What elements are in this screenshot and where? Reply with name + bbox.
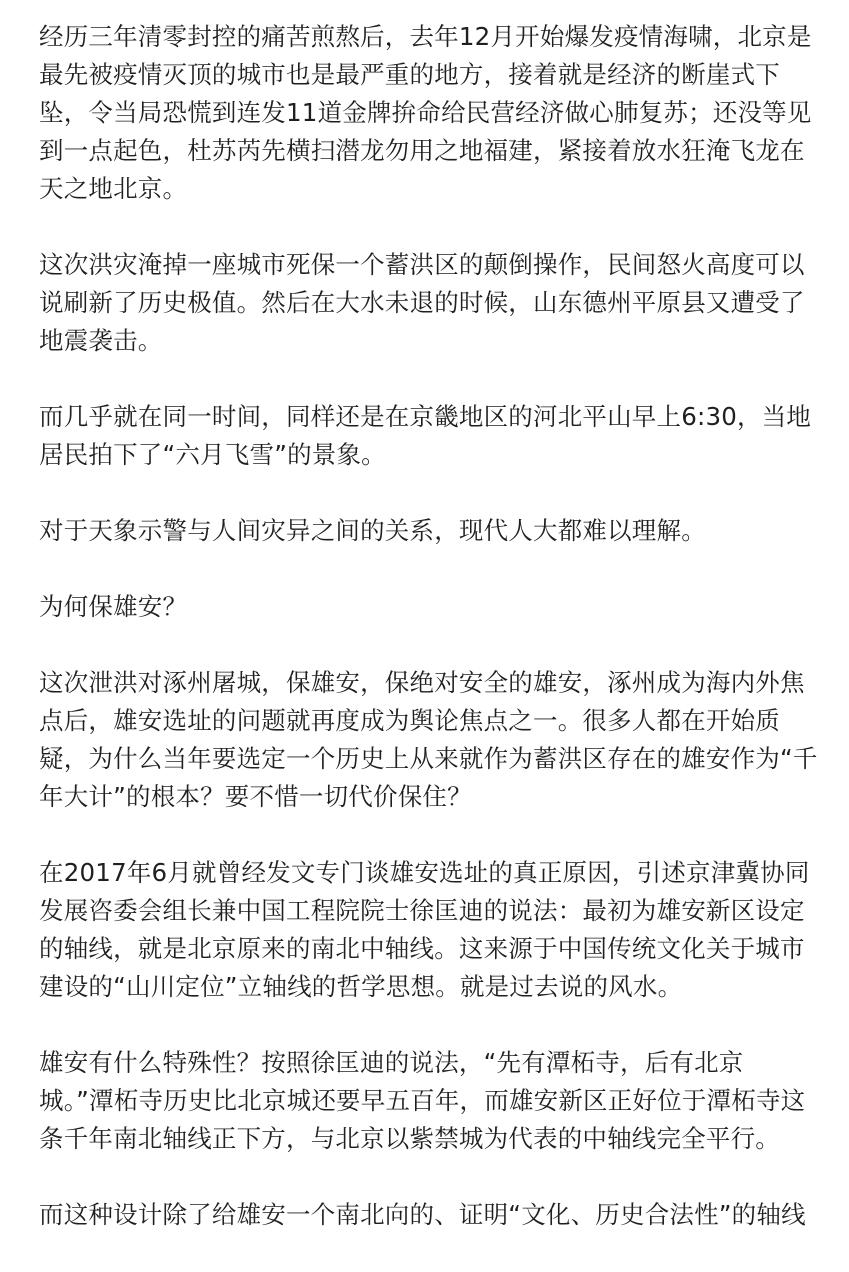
text-line: 居民拍下了“六月飞雪”的景象。: [39, 440, 386, 469]
paragraph-7: [39, 854, 809, 1006]
text-line: 地震袭击。: [39, 326, 163, 355]
paragraph-9: [39, 1196, 809, 1234]
paragraph-3: [39, 398, 812, 474]
text-line: 天之地北京。: [39, 174, 188, 203]
text-line: 为何保雄安？: [39, 592, 188, 621]
text-line: 说刷新了历史极值。然后在大水未退的时候，山东德州平原县又遭受了: [39, 288, 805, 317]
text-line: 在2017年6月就曾经发文专门谈雄安选址的真正原因，引述京津冀协同: [39, 858, 810, 887]
text-line: 而几乎就在同一时间，同样还是在京畿地区的河北平山早上6:30，当地: [39, 402, 812, 431]
text-line: 点后，雄安选址的问题就再度成为舆论焦点之一。很多人都在开始质: [39, 706, 780, 735]
text-line: 坠，令当局恐慌到连发11道金牌拚命给民营经济做心肺复苏；还没等见: [39, 98, 812, 127]
text-line: 的轴线，就是北京原来的南北中轴线。这来源于中国传统文化关于城市: [39, 934, 805, 963]
text-line: 而这种设计除了给雄安一个南北向的、证明“文化、历史合法性”的轴线: [39, 1200, 806, 1229]
text-line: 对于天象示警与人间灾异之间的关系，现代人大都难以理解。: [39, 516, 706, 545]
text-line: 到一点起色，杜苏芮先横扫潜龙勿用之地福建，紧接着放水狂淹飞龙在: [39, 136, 805, 165]
text-line: 年大计”的根本？要不惜一切代价保住？: [39, 782, 472, 811]
text-line: 这次洪灾淹掉一座城市死保一个蓄洪区的颠倒操作，民间怒火高度可以: [39, 250, 805, 279]
text-line: 发展咨委会组长兼中国工程院院士徐匡迪的说法：最初为雄安新区设定: [39, 896, 805, 925]
text-line: 雄安有什么特殊性？按照徐匡迪的说法，“先有潭柘寺，后有北京: [39, 1048, 744, 1077]
article-body: [39, 18, 818, 1272]
text-line: 疑，为什么当年要选定一个历史上从来就作为蓄洪区存在的雄安作为“千: [39, 744, 818, 773]
paragraph-2: [39, 246, 809, 360]
paragraph-8: [39, 1044, 809, 1158]
paragraph-1: [39, 18, 812, 208]
text-line: 城。”潭柘寺历史比北京城还要早五百年，而雄安新区正好位于潭柘寺这: [39, 1086, 806, 1115]
paragraph-6: [39, 664, 818, 816]
paragraph-4: [39, 512, 809, 550]
text-line: 经历三年清零封控的痛苦煎熬后，去年12月开始爆发疫情海啸，北京是: [39, 22, 812, 51]
section-question-heading: [39, 588, 809, 626]
text-line: 这次泄洪对涿州屠城，保雄安，保绝对安全的雄安，涿州成为海内外焦: [39, 668, 805, 697]
text-line: 最先被疫情灭顶的城市也是最严重的地方，接着就是经济的断崖式下: [39, 60, 780, 89]
text-line: 条千年南北轴线正下方，与北京以紫禁城为代表的中轴线完全平行。: [39, 1124, 780, 1153]
text-line: 建设的“山川定位”立轴线的哲学思想。就是过去说的风水。: [39, 972, 683, 1001]
